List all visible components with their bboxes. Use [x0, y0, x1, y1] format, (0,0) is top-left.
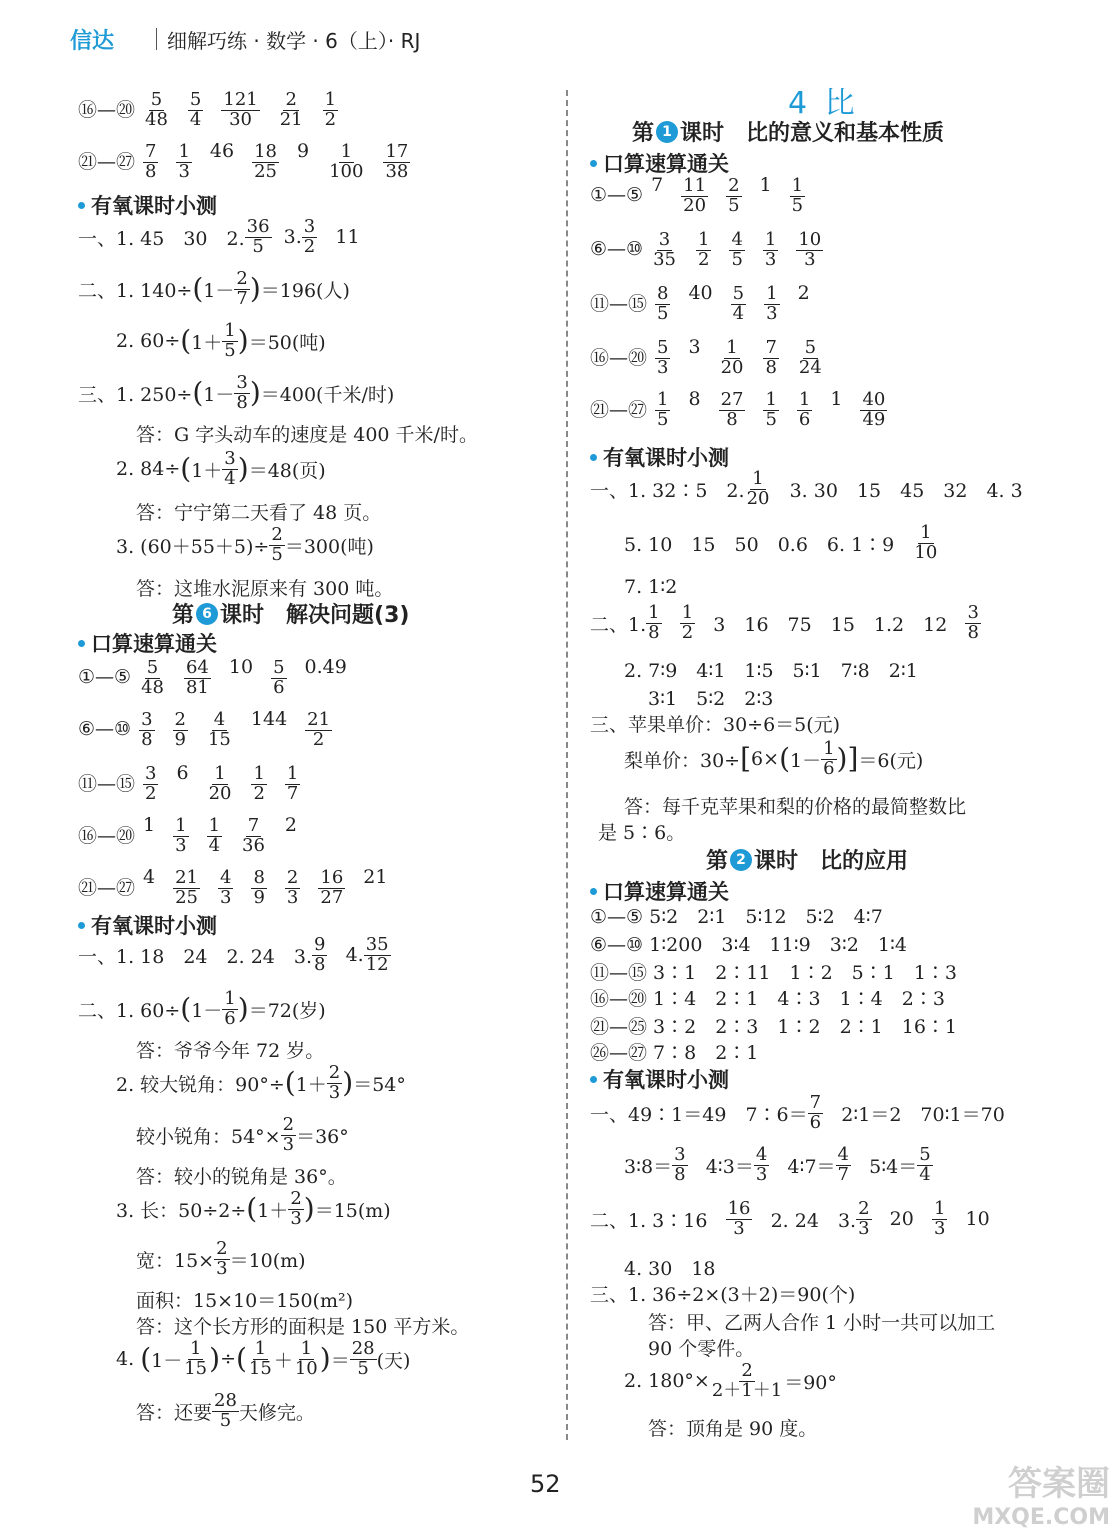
answer-text: 答：这堆水泥原来有 300 吨。: [136, 578, 394, 600]
answer-value: 3: [688, 336, 701, 358]
fraction: $\frac{3}{8}$: [236, 372, 248, 413]
lesson-heading: 第 1 课时 比的意义和基本性质: [632, 121, 945, 146]
answer-value: 9: [297, 140, 310, 162]
fraction: $\frac{121}{30}$: [223, 89, 258, 130]
fraction: $\frac{5}{4}$: [732, 283, 745, 324]
fraction: $\frac{2}{3}$: [282, 1114, 295, 1155]
page-number: 52: [530, 1470, 561, 1498]
fraction: $\frac{35}{12}$: [365, 934, 389, 975]
answer-text: 答：爷爷今年 72 岁。: [136, 1040, 325, 1062]
answer-value: 4: [143, 866, 156, 888]
answer-line: 二、1. 3∶16 $\frac{16}{3}$ 2. 24 3. $\frac{2}{3}$ 20 $\frac{1}{3}$ 10: [590, 1198, 990, 1239]
answer-text: 答：甲、乙两人合作 1 小时一共可以加工: [648, 1312, 996, 1334]
answer-line: 2. 180°× $\frac{2}{2+1+1}$ ＝90°: [624, 1360, 837, 1401]
fraction: $\frac{1}{2}$: [697, 229, 710, 270]
answer-value: 1: [143, 814, 156, 836]
answer-line: ⑥—⑩ $\frac{3}{8}$ $\frac{2}{9}$ $\frac{4}{15}$ 144 $\frac{21}{2}$: [78, 708, 331, 750]
answer-line: 2. 84÷ ( 1＋ $\frac{3}{4}$ ) ＝48(页): [116, 448, 326, 489]
fraction: $\frac{7}{8}$: [145, 141, 157, 182]
section-heading: 口算速算通关: [590, 148, 729, 178]
answer-text: ㉖—㉗ 7∶8 2∶1: [590, 1042, 759, 1064]
answer-line: 一、1. 45 30 2. $\frac{36}{5}$ 3. $\frac{3}{2}$ 11: [78, 216, 360, 257]
fraction: $\frac{21}{25}$: [175, 867, 199, 908]
answer-line: 一、1. 18 24 2. 24 3. $\frac{9}{8}$ 4. $\frac{35}{12}$: [78, 934, 389, 975]
fraction: $\frac{1}{6}$: [798, 389, 811, 430]
fraction: $\frac{10}{3}$: [798, 229, 822, 270]
fraction: $\frac{2}{7}$: [236, 268, 248, 309]
fraction: $\frac{40}{49}$: [862, 389, 886, 430]
answer-text: ⑥—⑩ 1∶200 3∶4 11∶9 3∶2 1∶4: [590, 934, 907, 956]
fraction: $\frac{8}{5}$: [657, 283, 669, 324]
lesson-heading: 第 6 课时 解决问题(3): [172, 603, 410, 628]
fraction: $\frac{3}{2}$: [303, 216, 316, 257]
answer-text: 90 个零件。: [648, 1338, 755, 1360]
watermark: 答案圈 MXQE.COM: [972, 1464, 1110, 1530]
fraction: $\frac{1}{7}$: [286, 763, 299, 804]
fraction: $\frac{1}{100}$: [329, 141, 364, 182]
answer-value: 2: [284, 814, 298, 836]
fraction: $\frac{1}{15}$: [248, 1338, 272, 1379]
publisher-logo: [70, 24, 150, 54]
lesson-number-badge: 1: [656, 121, 678, 143]
fraction: $\frac{1}{20}$: [720, 337, 744, 378]
fraction: $\frac{1}{3}$: [175, 815, 187, 856]
fraction: $\frac{2}{3}$: [858, 1198, 870, 1239]
answer-text: ㉑—㉕ 3∶2 2∶3 1∶2 2∶1 16∶1: [590, 1016, 958, 1038]
fraction: $\frac{1}{5}$: [657, 389, 669, 430]
fraction: $\frac{2}{3}$: [328, 1062, 341, 1103]
answer-line: 3∶8＝ $\frac{3}{8}$ 4∶3＝ $\frac{4}{3}$ 4∶7＝ $\frac{4}{7}$ 5∶4＝ $\frac{5}{4}$: [624, 1144, 931, 1185]
fraction: $\frac{1}{2}$: [253, 763, 265, 804]
answer-text: 7. 1∶2: [624, 576, 678, 598]
fraction: $\frac{1}{2}$: [324, 89, 337, 130]
fraction: $\frac{2}{3}$: [216, 1238, 228, 1279]
fraction: $\frac{7}{8}$: [765, 337, 777, 378]
fraction: $\frac{3}{35}$: [653, 229, 676, 270]
fraction: $\frac{1}{2}$: [681, 602, 694, 643]
fraction: $\frac{21}{2}$: [307, 709, 331, 750]
answer-value: 10: [228, 656, 254, 678]
fraction: $\frac{4}{3}$: [755, 1144, 768, 1185]
answer-text: 答：宁宁第二天看了 48 页。: [136, 502, 382, 524]
column-divider: [566, 90, 568, 1440]
answer-line: 答：还要 $\frac{28}{5}$ 天修完。: [136, 1390, 315, 1431]
answer-value: 144: [250, 708, 288, 730]
answer-text: ⑯—⑳ 1∶4 2∶1 4∶3 1∶4 2∶3: [590, 988, 945, 1010]
answer-text: 三、1. 36÷2×(3＋2)＝90(个): [590, 1284, 856, 1306]
bullet-icon: [590, 888, 597, 895]
section-heading: 口算速算通关: [590, 876, 729, 906]
fraction: $\frac{1}{10}$: [294, 1338, 318, 1379]
bullet-icon: [78, 640, 85, 647]
answer-line: [78, 88, 356, 130]
answer-line: 二、1. $\frac{1}{8}$ $\frac{1}{2}$ 3 16 75 15 1.2 12 $\frac{3}{8}$: [590, 602, 979, 643]
fraction: $\frac{1}{8}$: [648, 602, 660, 643]
fraction: $\frac{4}{7}$: [837, 1144, 849, 1185]
lesson-number-badge: 2: [730, 849, 752, 871]
answer-line: 三、1. 250÷ ( 1－ $\frac{3}{8}$ ) ＝400(千米/时): [78, 372, 395, 413]
fraction: $\frac{1}{6}$: [823, 738, 835, 779]
answer-text: ⑪—⑮ 3∶1 2∶11 1∶2 5∶1 1∶3: [590, 962, 958, 984]
section-heading: 有氧课时小测: [590, 442, 729, 472]
fraction: $\frac{3}{4}$: [224, 448, 236, 489]
fraction: $\frac{1}{20}$: [208, 763, 232, 804]
answer-line: ㉑—㉗ 4 $\frac{21}{25}$ $\frac{4}{3}$ $\frac{8}{9}$ $\frac{2}{3}$ $\frac{16}{27}$ 21: [78, 866, 388, 908]
answer-line: 3. 长：50÷2÷ ( 1＋ $\frac{2}{3}$ ) ＝15(m): [116, 1188, 391, 1229]
fraction: $\frac{2}{5}$: [271, 524, 283, 565]
fraction: $\frac{1}{5}$: [765, 389, 777, 430]
answer-text: 答：较小的锐角是 36°。: [136, 1166, 347, 1188]
lesson-heading: 第 2 课时 比的应用: [706, 849, 909, 874]
answer-line: ⑯—⑳ 1 $\frac{1}{3}$ $\frac{1}{4}$ $\frac{7}{36}$ 2: [78, 814, 298, 856]
header-divider: [156, 28, 157, 50]
fraction: $\frac{1}{3}$: [764, 229, 777, 270]
fraction: $\frac{5}{4}$: [189, 89, 202, 130]
fraction: $\frac{1}{3}$: [178, 141, 190, 182]
answer-text: 是 5∶6。: [598, 822, 686, 844]
fraction: $\frac{5}{48}$: [141, 657, 164, 698]
answer-text: 面积：15×10＝150(m²): [136, 1290, 353, 1312]
fraction: $\frac{3}{2}$: [145, 763, 157, 804]
section-heading: 有氧课时小测: [590, 1064, 729, 1094]
fraction: $\frac{1}{6}$: [224, 988, 236, 1029]
answer-value: 7: [651, 174, 664, 196]
fraction: $\frac{27}{8}$: [720, 389, 744, 430]
answer-text: 答：G 字头动车的速度是 400 千米/时。: [136, 424, 478, 446]
answer-line: ①—⑤ 7 $\frac{11}{20}$ $\frac{2}{5}$ 1 $\frac{1}{5}$: [590, 174, 804, 216]
answer-value: 6: [176, 762, 189, 784]
answer-line: ⑪—⑮ $\frac{3}{2}$ 6 $\frac{1}{20}$ $\frac{1}{2}$ $\frac{1}{7}$: [78, 762, 299, 804]
bullet-icon: [590, 1076, 597, 1083]
answer-line: [78, 140, 428, 182]
fraction: $\frac{11}{20}$: [683, 175, 707, 216]
fraction: $\frac{9}{8}$: [314, 934, 326, 975]
chapter-title: 4 比: [788, 86, 859, 121]
answer-line: ⑥—⑩ $\frac{3}{35}$ $\frac{1}{2}$ $\frac{4}{5}$ $\frac{1}{3}$ $\frac{10}{3}$: [590, 229, 822, 270]
fraction: $\frac{2}{9}$: [174, 709, 186, 750]
answer-text: 4. 30 18: [624, 1258, 716, 1280]
answer-text: 答：顶角是 90 度。: [648, 1418, 818, 1440]
lesson-number-badge: 6: [196, 603, 218, 625]
fraction: $\frac{8}{9}$: [253, 867, 265, 908]
fraction: $\frac{36}{5}$: [246, 216, 270, 257]
section-heading: 有氧课时小测: [78, 190, 217, 220]
fraction: $\frac{4}{3}$: [220, 867, 232, 908]
answer-text: 三、苹果单价：30÷6＝5(元): [590, 714, 841, 736]
bullet-icon: [590, 160, 597, 167]
fraction: $\frac{1}{5}$: [791, 175, 804, 216]
section-heading: 口算速算通关: [78, 628, 217, 658]
answer-line: ㉑—㉗ $\frac{1}{5}$ 8 $\frac{27}{8}$ $\frac{1}{5}$ $\frac{1}{6}$ 1 $\frac{40}{49}$: [590, 388, 886, 430]
answer-value: 2: [797, 282, 810, 304]
answer-line: 二、1. 140÷ ( 1－ $\frac{2}{7}$ ) ＝196(人): [78, 268, 350, 309]
fraction: $\frac{1}{4}$: [208, 815, 221, 856]
answer-value: 46: [209, 140, 235, 162]
fraction: $\frac{2}{3}$: [290, 1188, 302, 1229]
answer-line: 2. 较大锐角：90°÷ ( 1＋ $\frac{2}{3}$ ) ＝54°: [116, 1062, 406, 1103]
fraction: $\frac{5}{6}$: [273, 657, 285, 698]
logo-text: 信达: [70, 28, 115, 54]
fraction: $\frac{1}{5}$: [224, 320, 236, 361]
book-series-title: 细解巧练 · 数学 · 6（上）· RJ: [167, 28, 421, 53]
fraction: $\frac{1}{20}$: [746, 468, 770, 509]
answer-text: ①—⑤ 5∶2 2∶1 5∶12 5∶2 4∶7: [590, 906, 883, 928]
fraction: $\frac{16}{27}$: [320, 867, 344, 908]
fraction: $\frac{2}{3}$: [286, 867, 299, 908]
answer-line: ①—⑤ $\frac{5}{48}$ $\frac{64}{81}$ 10 $\frac{5}{6}$ 0.49: [78, 656, 347, 698]
fraction: $\frac{1}{3}$: [933, 1198, 946, 1239]
answer-text: 2. 7∶9 4∶1 1∶5 5∶1 7∶8 2∶1: [624, 660, 918, 682]
answer-value: 0.49: [304, 656, 347, 678]
answer-line: 梨单价：30÷ [ 6× ( 1－ $\frac{1}{6}$ ) ] ＝6(元): [624, 738, 924, 779]
fraction: $\frac{2}{21}$: [279, 89, 303, 130]
fraction: $\frac{4}{5}$: [731, 229, 743, 270]
answer-line: 宽：15× $\frac{2}{3}$ ＝10(m): [136, 1238, 306, 1279]
answer-line: 一、1. 32∶5 2. $\frac{1}{20}$ 3. 30 15 45 32 4. 3: [590, 468, 1023, 509]
answer-line: 一、49∶1＝49 7∶6＝ $\frac{7}{6}$ 2∶1＝2 70∶1＝70: [590, 1092, 1005, 1133]
fraction: $\frac{1}{15}$: [184, 1338, 208, 1379]
fraction: $\frac{2}{5}$: [728, 175, 740, 216]
answer-text: 3∶1 5∶2 2∶3: [648, 688, 774, 710]
answer-value: 1: [759, 174, 772, 196]
answer-line: 3. (60＋55＋5)÷ $\frac{2}{5}$ ＝300(吨): [116, 524, 374, 565]
item-range: ⑯—⑳: [78, 99, 136, 122]
bullet-icon: [590, 454, 597, 461]
fraction: $\frac{5}{3}$: [657, 337, 669, 378]
answer-line: ⑪—⑮ $\frac{8}{5}$ 40 $\frac{5}{4}$ $\frac{1}{3}$ 2: [590, 282, 810, 324]
answer-line: 二、1. 60÷ ( 1－ $\frac{1}{6}$ ) ＝72(岁): [78, 988, 326, 1029]
fraction: $\frac{28}{5}$: [351, 1338, 375, 1379]
fraction: $\frac{28}{5}$: [214, 1390, 237, 1431]
page-header: [70, 22, 420, 56]
answer-line: 5. 10 15 50 0.6 6. 1∶9 $\frac{1}{10}$: [624, 522, 938, 563]
fraction: $\frac{3}{8}$: [674, 1144, 686, 1185]
fraction: $\frac{3}{8}$: [141, 709, 153, 750]
answer-value: 8: [688, 388, 701, 410]
fraction: $\frac{3}{8}$: [967, 602, 979, 643]
fraction: $\frac{4}{15}$: [207, 709, 231, 750]
bullet-icon: [78, 202, 85, 209]
fraction: $\frac{7}{36}$: [242, 815, 265, 856]
answer-value: 21: [363, 866, 388, 888]
fraction: $\frac{64}{81}$: [185, 657, 209, 698]
answer-line: 4. ( 1－ $\frac{1}{15}$ ) ÷ ( $\frac{1}{15}$ ＋ $\frac{1}{10}$ ) ＝ $\frac{28}{5}$ (天): [116, 1338, 411, 1379]
item-range: ㉑—㉗: [78, 151, 136, 174]
fraction: $\frac{5}{24}$: [798, 337, 822, 378]
answer-value: 1: [830, 388, 843, 410]
fraction: $\frac{17}{38}$: [385, 141, 409, 182]
answer-line: 较小锐角：54°× $\frac{2}{3}$ ＝36°: [136, 1114, 349, 1155]
fraction: $\frac{1}{10}$: [914, 522, 938, 563]
fraction: $\frac{5}{4}$: [919, 1144, 931, 1185]
answer-text: 答：每千克苹果和梨的价格的最简整数比: [624, 796, 967, 818]
fraction: $\frac{16}{3}$: [727, 1198, 751, 1239]
answer-text: 答：这个长方形的面积是 150 平方米。: [136, 1316, 470, 1338]
fraction: $\frac{5}{48}$: [145, 89, 168, 130]
section-heading: 有氧课时小测: [78, 910, 217, 940]
bullet-icon: [78, 922, 85, 929]
answer-line: 2. 60÷ ( 1＋ $\frac{1}{5}$ ) ＝50(吨): [116, 320, 326, 361]
fraction: $\frac{18}{25}$: [254, 141, 278, 182]
fraction: $\frac{7}{6}$: [809, 1092, 822, 1133]
answer-line: ⑯—⑳ $\frac{5}{3}$ 3 $\frac{1}{20}$ $\frac{7}{8}$ $\frac{5}{24}$: [590, 336, 822, 378]
fraction: $\frac{1}{3}$: [766, 283, 778, 324]
answer-value: 40: [688, 282, 713, 304]
